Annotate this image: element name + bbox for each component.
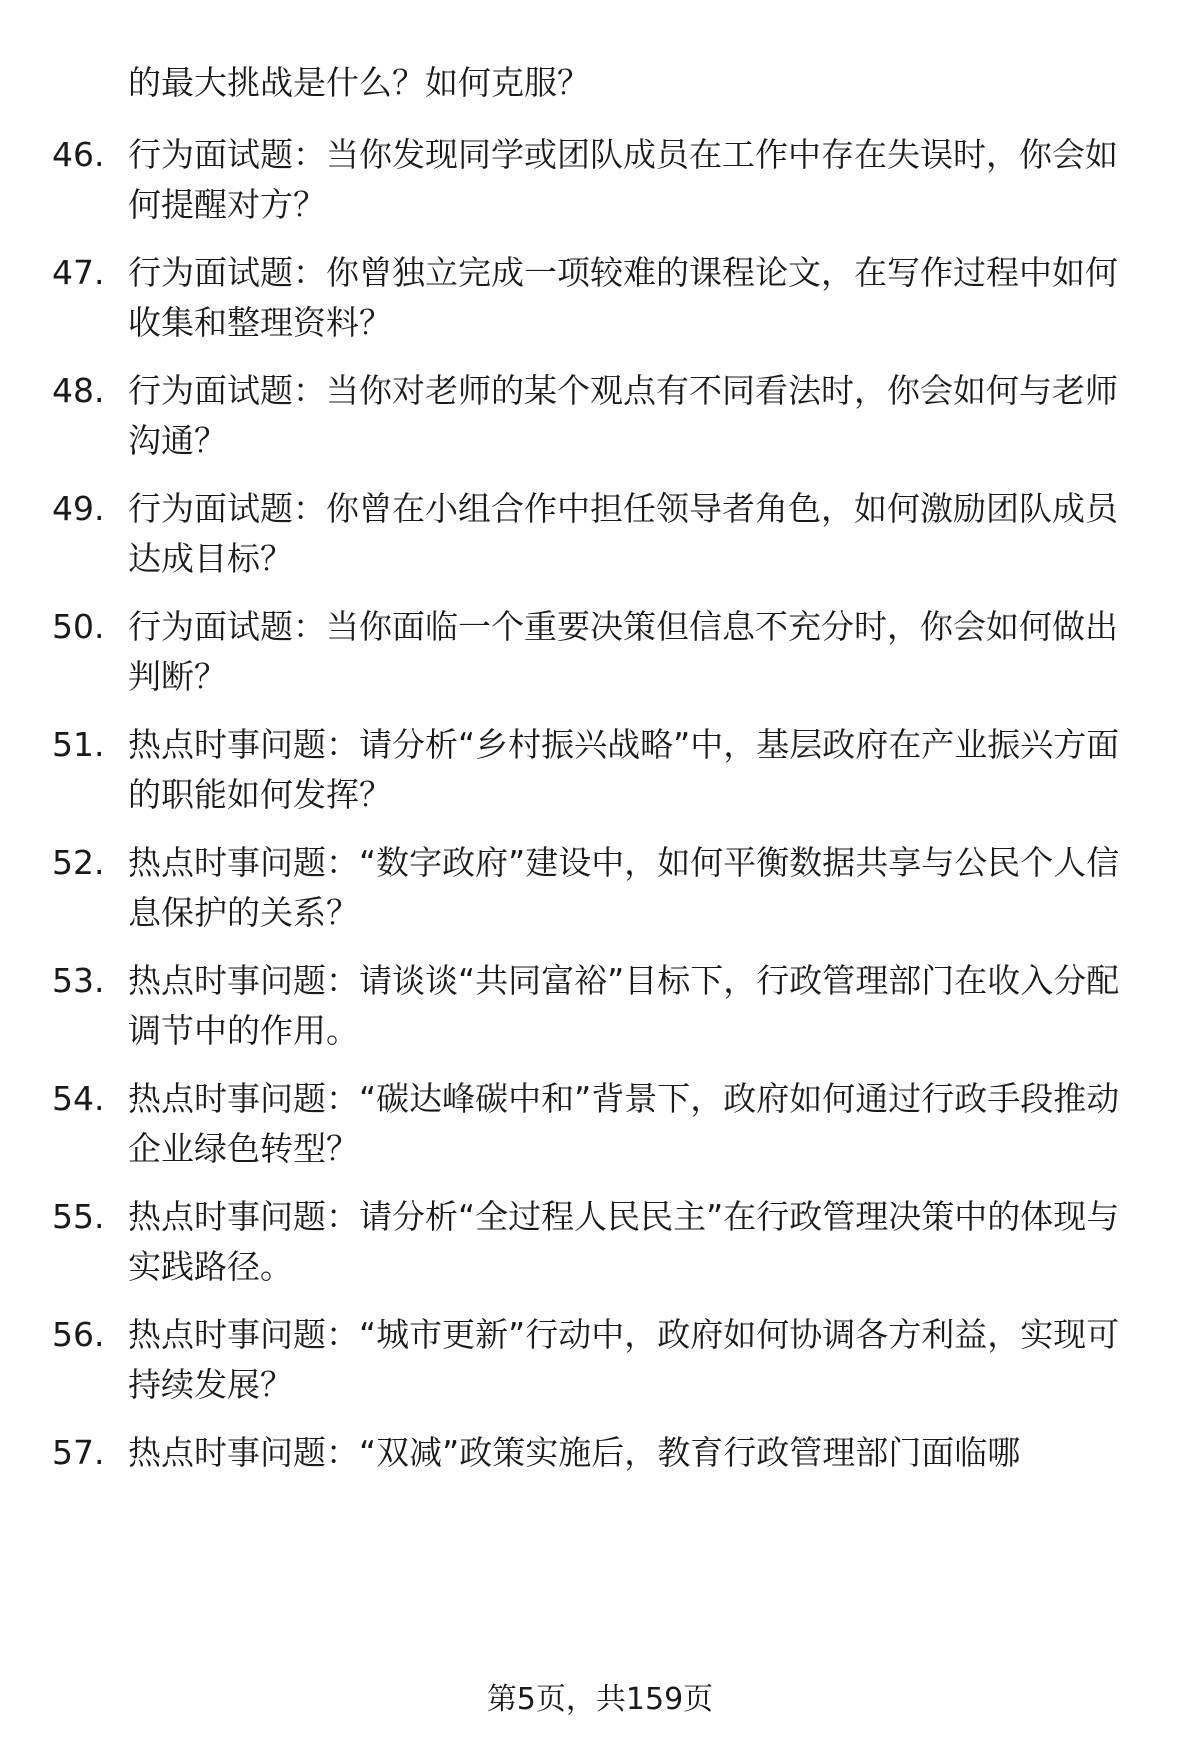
item-text: 行为面试题：当你对老师的某个观点有不同看法时，你会如何与老师沟通？ (128, 371, 1118, 460)
item-text: 行为面试题：当你发现同学或团队成员在工作中存在失误时，你会如何提醒对方？ (128, 135, 1118, 224)
item-text: 热点时事问题：请谈谈“共同富裕”目标下，行政管理部门在收入分配调节中的作用。 (128, 961, 1120, 1050)
list-item (52, 838, 1142, 938)
item-number: 55. (52, 1197, 105, 1236)
item-number: 46. (52, 135, 105, 174)
list-item (52, 366, 1142, 466)
list-item (52, 602, 1142, 702)
list-item (52, 484, 1142, 584)
item-number: 50. (52, 607, 105, 646)
page-footer: 第5页，共159页 (486, 1682, 714, 1717)
item-text: 热点时事问题：“数字政府”建设中，如何平衡数据共享与公民个人信息保护的关系？ (128, 843, 1120, 932)
item-text: 热点时事问题：“双减”政策实施后，教育行政管理部门面临哪 (128, 1433, 1021, 1472)
item-text: 行为面试题：当你面临一个重要决策但信息不充分时，你会如何做出判断？ (128, 607, 1118, 696)
item-text: 行为面试题：你曾在小组合作中担任领导者角色，如何激励团队成员达成目标？ (128, 489, 1118, 578)
item-number: 53. (52, 961, 105, 1000)
list-item (52, 1428, 1142, 1478)
list-item (52, 1192, 1142, 1292)
list-item (52, 720, 1142, 820)
list-item (52, 1074, 1142, 1174)
item-number: 49. (52, 489, 105, 528)
item-number: 54. (52, 1079, 105, 1118)
item-number: 51. (52, 725, 105, 764)
item-text: 热点时事问题：“碳达峰碳中和”背景下，政府如何通过行政手段推动企业绿色转型？ (128, 1079, 1120, 1168)
item-number: 47. (52, 253, 105, 292)
item-number: 56. (52, 1315, 105, 1354)
item-number: 57. (52, 1433, 105, 1472)
item-number: 52. (52, 843, 105, 882)
item-text: 热点时事问题：请分析“全过程人民民主”在行政管理决策中的体现与实践路径。 (128, 1197, 1120, 1286)
list-item (52, 1310, 1142, 1410)
item-text: 热点时事问题：“城市更新”行动中，政府如何协调各方利益，实现可持续发展？ (128, 1315, 1120, 1404)
item-number: 48. (52, 371, 105, 410)
list-item (52, 248, 1142, 348)
list-item (52, 956, 1142, 1056)
item-text: 热点时事问题：请分析“乡村振兴战略”中，基层政府在产业振兴方面的职能如何发挥？ (128, 725, 1120, 814)
item-text: 行为面试题：你曾独立完成一项较难的课程论文，在写作过程中如何收集和整理资料？ (128, 253, 1118, 342)
list-item (52, 130, 1142, 230)
continued-question-text: 的最大挑战是什么？如何克服？ (128, 63, 590, 102)
